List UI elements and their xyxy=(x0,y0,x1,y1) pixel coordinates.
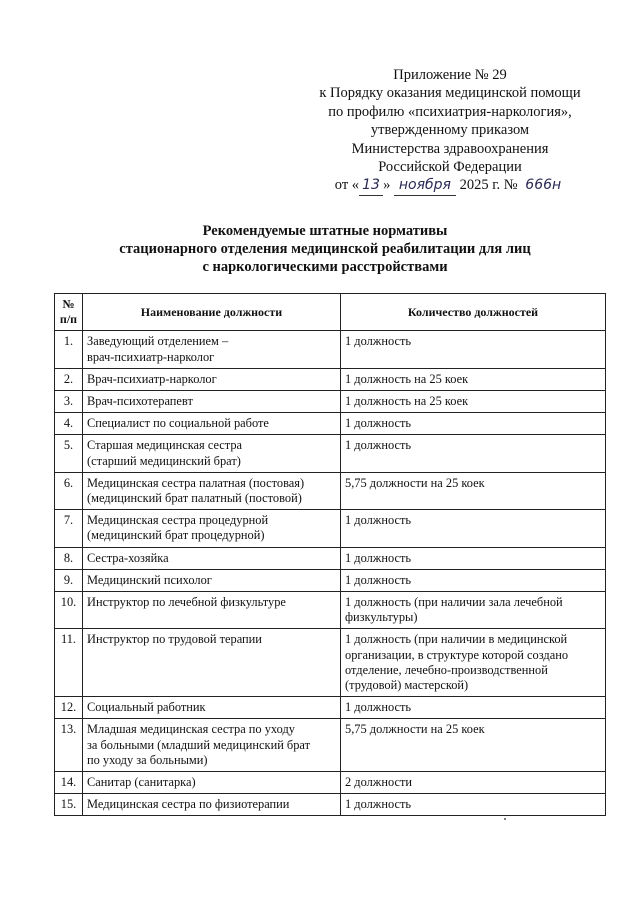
position-name-line: Специалист по социальной работе xyxy=(87,416,269,431)
row-number: 15. xyxy=(55,794,83,816)
position-name-line: Сестра-хозяйка xyxy=(87,550,169,565)
row-number: 3. xyxy=(55,391,83,413)
position-quantity-line: физкультуры) xyxy=(345,610,418,625)
position-name xyxy=(83,472,341,509)
position-quantity xyxy=(341,719,606,772)
header-num-line: № xyxy=(62,297,75,311)
row-number: 8. xyxy=(55,547,83,569)
row-number: 13. xyxy=(55,719,83,772)
row-number: 2. xyxy=(55,368,83,390)
position-name xyxy=(83,547,341,569)
order-date-line xyxy=(290,176,610,195)
position-name-line: Инструктор по лечебной физкультуре xyxy=(87,595,286,610)
header-num xyxy=(55,294,83,331)
row-number: 12. xyxy=(55,697,83,719)
position-quantity xyxy=(341,592,606,629)
position-name xyxy=(83,569,341,591)
position-name xyxy=(83,697,341,719)
row-number: 4. xyxy=(55,413,83,435)
row-number: 6. xyxy=(55,472,83,509)
table-row xyxy=(55,592,606,629)
handwritten-month: ноября xyxy=(394,176,456,195)
position-name xyxy=(83,413,341,435)
position-name-line: Санитар (санитарка) xyxy=(87,775,196,790)
position-quantity xyxy=(341,569,606,591)
position-quantity-line: 1 должность на 25 коек xyxy=(345,394,469,409)
position-quantity-line: 1 должность xyxy=(345,334,412,349)
position-quantity-line: (трудовой) мастерской) xyxy=(345,678,469,693)
position-name xyxy=(83,391,341,413)
row-number: 11. xyxy=(55,629,83,697)
position-name-line: Медицинская сестра процедурной xyxy=(87,513,269,528)
position-quantity-line: 1 должность xyxy=(345,438,412,453)
table-row xyxy=(55,413,606,435)
position-quantity-line: отделение, лечебно-производственной xyxy=(345,662,548,677)
position-name xyxy=(83,368,341,390)
title-line: стационарного отделения медицинской реабилитации для лиц xyxy=(119,241,531,258)
table-row xyxy=(55,391,606,413)
date-prefix: от « xyxy=(334,177,360,194)
table-row xyxy=(55,435,606,472)
position-quantity xyxy=(341,472,606,509)
row-number: 5. xyxy=(55,435,83,472)
position-name-line: (медицинский брат процедурной) xyxy=(87,528,265,543)
position-name-line: Заведующий отделением – xyxy=(87,334,229,349)
table-row xyxy=(55,331,606,368)
staff-norms-table xyxy=(54,293,606,816)
position-name-line: по уходу за больными) xyxy=(87,752,208,767)
position-name-line: (старший медицинский брат) xyxy=(87,453,241,468)
table-row xyxy=(55,510,606,547)
row-number: 7. xyxy=(55,510,83,547)
table-row xyxy=(55,569,606,591)
scan-speck xyxy=(504,818,506,820)
position-quantity-line: 1 должность xyxy=(345,416,412,431)
title-line: с наркологическими расстройствами xyxy=(202,259,448,276)
position-name xyxy=(83,435,341,472)
appendix-line: Российской Федерации xyxy=(378,159,522,176)
appendix-line: к Порядку оказания медицинской помощи xyxy=(319,85,581,102)
position-quantity-line: 1 должность на 25 коек xyxy=(345,371,469,386)
position-name-line: (медицинский брат палатный (постовой) xyxy=(87,491,302,506)
position-name xyxy=(83,331,341,368)
position-quantity-line: 2 должности xyxy=(345,775,413,790)
table-row xyxy=(55,472,606,509)
position-name-line: врач-психиатр-нарколог xyxy=(87,349,215,364)
position-quantity xyxy=(341,772,606,794)
table-row xyxy=(55,629,606,697)
handwritten-day: 13 xyxy=(359,176,383,195)
position-quantity-line: 1 должность xyxy=(345,550,412,565)
position-name xyxy=(83,794,341,816)
position-name-line: Врач-психотерапевт xyxy=(87,394,193,409)
position-quantity xyxy=(341,794,606,816)
position-name-line: Медицинский психолог xyxy=(87,572,212,587)
header-qty: Количество должностей xyxy=(341,294,606,331)
table-row xyxy=(55,719,606,772)
row-number: 14. xyxy=(55,772,83,794)
position-quantity-line: организации, в структуре которой создано xyxy=(345,647,569,662)
position-name-line: Медицинская сестра палатная (постовая) xyxy=(87,475,305,490)
position-name-line: Медицинская сестра по физиотерапии xyxy=(87,797,290,812)
table-row xyxy=(55,368,606,390)
title-line: Рекомендуемые штатные нормативы xyxy=(202,223,448,239)
position-name-line: Старшая медицинская сестра xyxy=(87,438,243,453)
position-name xyxy=(83,510,341,547)
position-quantity-line: 1 должность (при наличии зала лечебной xyxy=(345,595,563,610)
position-quantity xyxy=(341,697,606,719)
appendix-line: Министерства здравоохранения xyxy=(351,140,549,157)
position-quantity xyxy=(341,435,606,472)
position-name xyxy=(83,592,341,629)
position-quantity-line: 5,75 должности на 25 коек xyxy=(345,722,485,737)
position-name-line: Социальный работник xyxy=(87,700,206,715)
position-name xyxy=(83,629,341,697)
table-row xyxy=(55,547,606,569)
row-number: 10. xyxy=(55,592,83,629)
appendix-line: по профилю «психиатрия-наркология», xyxy=(328,103,572,120)
appendix-header xyxy=(290,66,610,196)
table-row xyxy=(55,697,606,719)
row-number: 1. xyxy=(55,331,83,368)
table-header-row xyxy=(55,294,606,331)
position-quantity xyxy=(341,510,606,547)
appendix-line: Приложение № 29 xyxy=(393,67,507,83)
document-title xyxy=(40,222,610,277)
position-quantity xyxy=(341,413,606,435)
date-year: 2025 г. № xyxy=(459,177,518,194)
table-row xyxy=(55,772,606,794)
position-quantity-line: 1 должность xyxy=(345,797,412,812)
position-name-line: Младшая медицинская сестра по уходу xyxy=(87,722,295,737)
row-number: 9. xyxy=(55,569,83,591)
position-quantity xyxy=(341,629,606,697)
date-mid: » xyxy=(383,177,391,194)
position-name-line: Врач-психиатр-нарколог xyxy=(87,371,217,386)
position-quantity xyxy=(341,368,606,390)
table-body xyxy=(55,331,606,816)
appendix-line: утвержденному приказом xyxy=(370,122,530,139)
position-quantity xyxy=(341,391,606,413)
position-quantity-line: 1 должность (при наличии в медицинской xyxy=(345,632,568,647)
table-row xyxy=(55,794,606,816)
handwritten-order-number: 666н xyxy=(525,177,562,194)
position-name-line: Инструктор по трудовой терапии xyxy=(87,632,262,647)
position-quantity-line: 1 должность xyxy=(345,513,412,528)
position-quantity xyxy=(341,547,606,569)
header-num-line: п/п xyxy=(59,312,78,327)
header-name: Наименование должности xyxy=(83,294,341,331)
position-quantity-line: 1 должность xyxy=(345,572,412,587)
position-name xyxy=(83,719,341,772)
position-name xyxy=(83,772,341,794)
position-quantity-line: 5,75 должности на 25 коек xyxy=(345,475,485,490)
position-quantity-line: 1 должность xyxy=(345,700,412,715)
position-quantity xyxy=(341,331,606,368)
position-name-line: за больными (младший медицинский брат xyxy=(87,737,311,752)
